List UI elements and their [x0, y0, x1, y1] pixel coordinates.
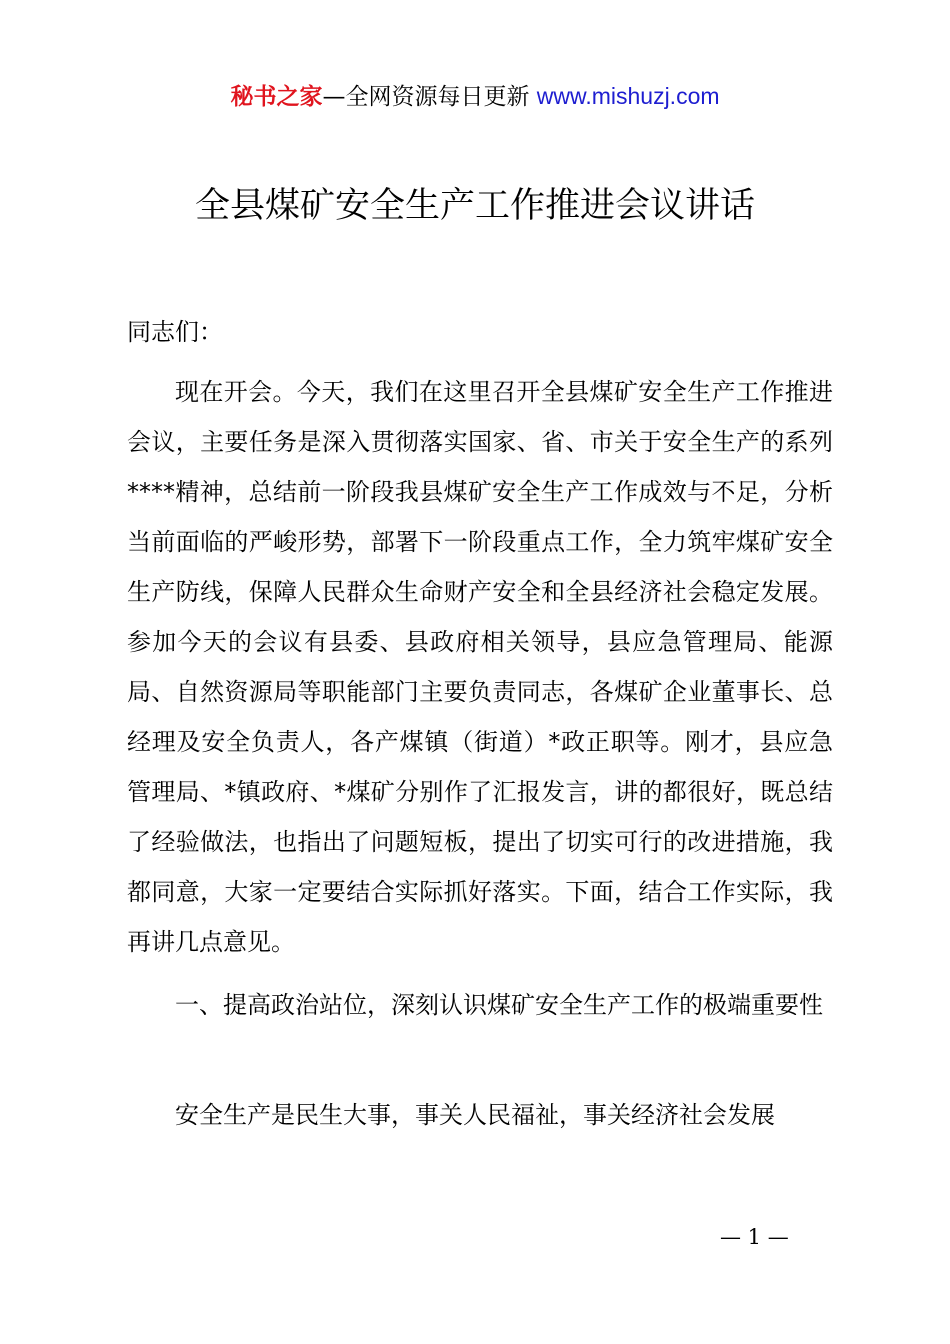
site-header [0, 80, 950, 113]
page-number: — 1 — [720, 1225, 789, 1249]
document-title: 全县煤矿安全生产工作推进会议讲话 [194, 186, 755, 226]
salutation: 同志们： [127, 318, 223, 346]
paragraph-section-1: 安全生产是民生大事，事关人民福祉，事关经济社会发展 [175, 1101, 775, 1129]
brand-name: 秘书之家 [230, 84, 323, 110]
header-tagline: —全网资源每日更新 [322, 84, 537, 110]
section-heading-1: 一、提高政治站位，深刻认识煤矿安全生产工作的极端重要性 [175, 991, 823, 1019]
paragraph-opening: 现在开会。今天，我们在这里召开全县煤矿安全生产工作推进会议，主要任务是深入贯彻落实国家、省、市关于安全生产的系列****精神，总结前一阶段我县煤矿安全生产工作成效与不足，分析当前面临的严峻形势，部署下一阶段重点工作，全力筑牢煤矿安全生产防线，保障人民群众生命财产安全和全县经济社会稳定发展。参加今天的会议有县委、县政府相关领导，县应急管理局、能源局、自然资源局等职能部门主要负责同志，各煤矿企业董事长、总经理及安全负责人，各产煤镇（街道）*政正职等。刚才，县应急管理局、*镇政府、*煤矿分别作了汇报发言，讲的都很好，既总结了经验做法，也指出了问题短板，提出了切实可行的改进措施，我都同意，大家一定要结合实际抓好落实。下面，结合工作实际，我再讲几点意见。 [127, 378, 833, 956]
site-url-link[interactable]: www.mishuzj.com [536, 83, 720, 109]
